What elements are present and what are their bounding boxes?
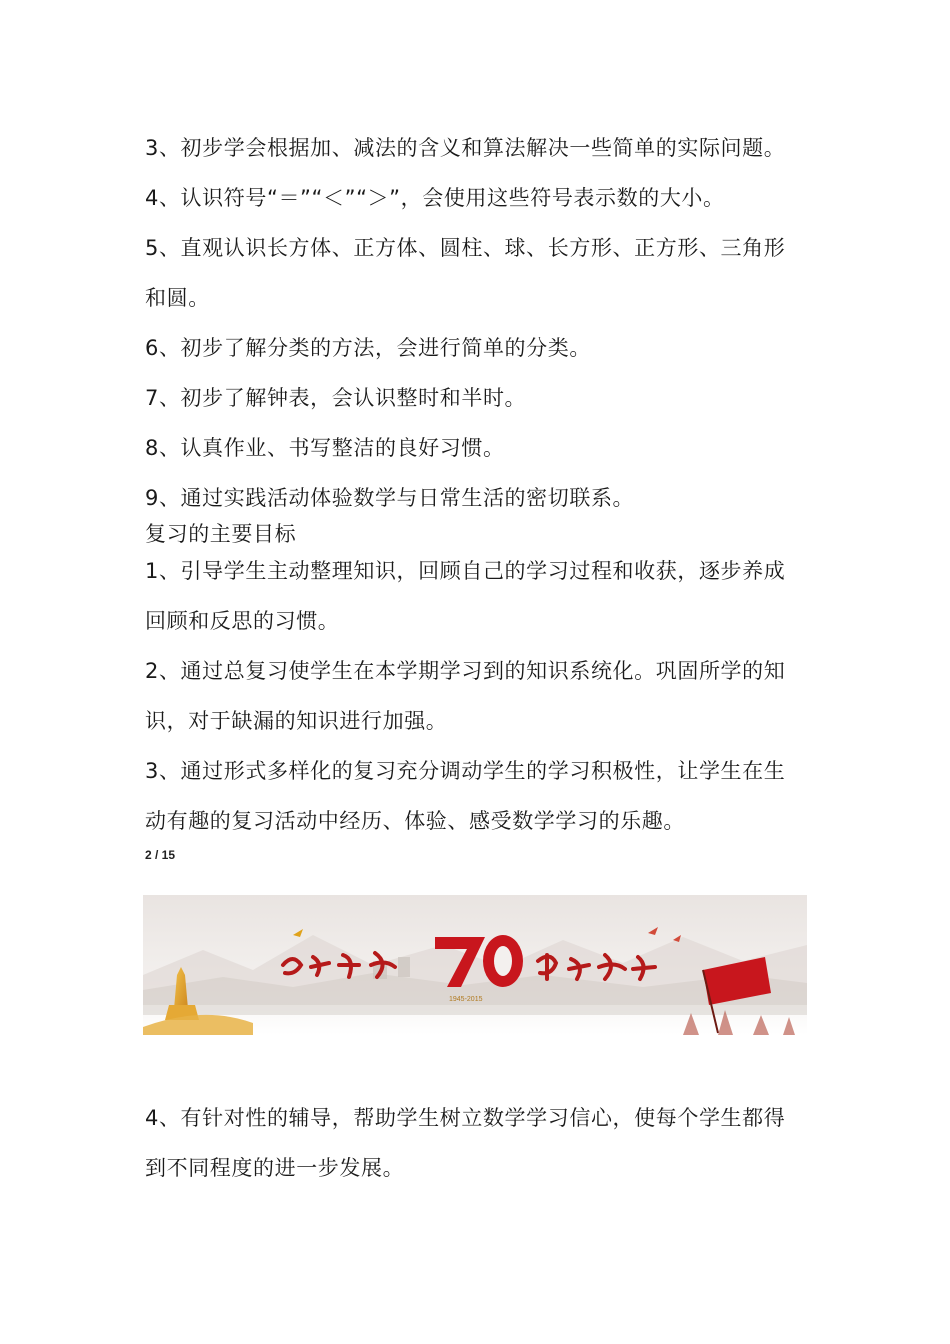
svg-text:1945-2015: 1945-2015 xyxy=(449,996,483,1003)
paragraph-line: 4、认识符号“＝”“＜”“＞”，会使用这些符号表示数的大小。 xyxy=(145,186,725,210)
anniversary-banner xyxy=(143,895,807,1035)
section-heading: 复习的主要目标 xyxy=(145,522,297,546)
page-number: 2 / 15 xyxy=(145,848,176,862)
goal-line: 2、通过总复习使学生在本学期学习到的知识系统化。巩固所学的知 xyxy=(145,659,786,683)
paragraph-line: 7、初步了解钟表，会认识整时和半时。 xyxy=(145,386,527,410)
paragraph-line: 到不同程度的进一步发展。 xyxy=(145,1156,405,1180)
paragraph-line: 3、初步学会根据加、减法的含义和算法解决一些简单的实际问题。 xyxy=(145,136,786,160)
paragraph-line: 5、直观认识长方体、正方体、圆柱、球、长方形、正方形、三角形 xyxy=(145,236,786,260)
banner-image xyxy=(143,895,807,1035)
goal-line: 回顾和反思的习惯。 xyxy=(145,609,340,633)
paragraph-line: 6、初步了解分类的方法，会进行简单的分类。 xyxy=(145,336,591,360)
paragraph-line: 8、认真作业、书写整洁的良好习惯。 xyxy=(145,436,505,460)
goal-line: 识，对于缺漏的知识进行加强。 xyxy=(145,709,448,733)
goal-line: 动有趣的复习活动中经历、体验、感受数学学习的乐趣。 xyxy=(145,809,685,833)
paragraph-line: 和圆。 xyxy=(145,286,210,310)
goal-line: 3、通过形式多样化的复习充分调动学生的学习积极性，让学生在生 xyxy=(145,759,786,783)
paragraph-line: 9、通过实践活动体验数学与日常生活的密切联系。 xyxy=(145,486,635,510)
goal-line: 1、引导学生主动整理知识，回顾自己的学习过程和收获，逐步养成 xyxy=(145,559,786,583)
paragraph-line: 4、有针对性的辅导，帮助学生树立数学学习信心，使每个学生都得 xyxy=(145,1106,786,1130)
